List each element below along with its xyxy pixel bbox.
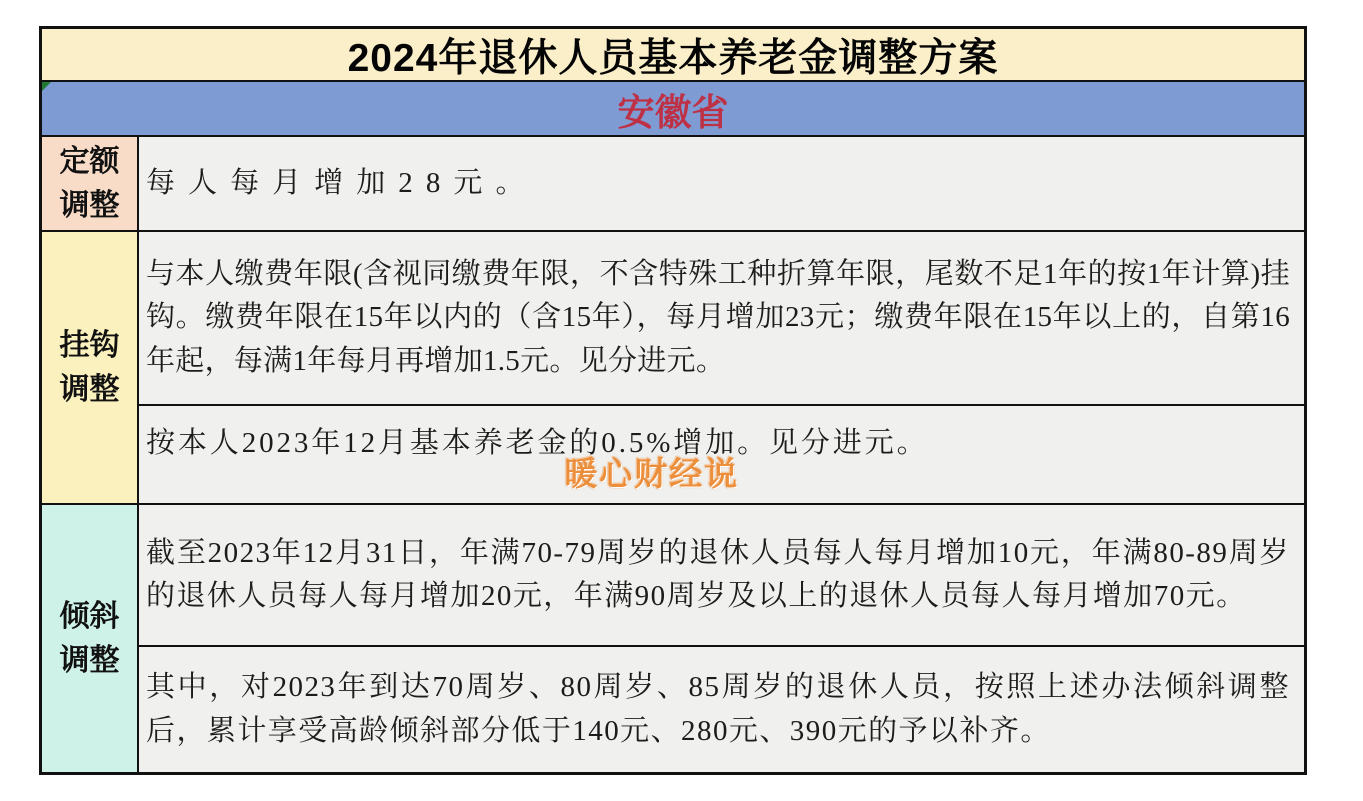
tilt-adjustment-cell-1 (138, 504, 1305, 646)
row-label-linked-adjustment (41, 231, 138, 504)
tilt-adjustment-cell-2 (138, 646, 1305, 773)
linked-adjustment-text-1: 与本人缴费年限(含视同缴费年限，不含特殊工种折算年限，尾数不足1年的按1年计算)挂钩。缴费年限在15年以内的（含15年），每月增加23元；缴费年限在15年以上的，自第16年起，每满1年每月再增加1.5元。见分进元。 (146, 257, 1290, 377)
tilt-adjustment-text-2: 其中，对2023年到达70周岁、80周岁、85周岁的退休人员，按照上述办法倾斜调整后，累计享受高龄倾斜部分低于140元、280元、390元的予以补齐。 (146, 671, 1290, 747)
fixed-adjustment-text: 每人每月增加28元。 (146, 166, 538, 199)
tilt-adjustment-text-1: 截至2023年12月31日，年满70-79周岁的退休人员每人每月增加10元，年满80-89周岁的退休人员每人每月增加20元，年满90周岁及以上的退休人员每人每月增加70元。 (146, 536, 1290, 612)
comment-triangle-icon (42, 82, 51, 91)
province-name: 安徽省 (617, 91, 729, 133)
fixed-adjustment-cell (138, 136, 1305, 231)
linked-adjustment-text-2: 按本人2023年12月基本养老金的0.5%增加。见分进元。 (146, 427, 929, 459)
table-title: 2024年退休人员基本养老金调整方案 (41, 28, 1305, 81)
province-header (41, 81, 1305, 136)
row-label-tilt-adjustment (41, 504, 138, 773)
linked-adjustment-cell-2 (138, 405, 1305, 504)
linked-adjustment-cell-1 (138, 231, 1305, 405)
row-label-text: 定额调整 (59, 145, 120, 222)
watermark-text: 暖心财经说 (564, 456, 740, 493)
row-label-text: 挂钩调整 (59, 329, 120, 406)
row-label-fixed-adjustment (41, 136, 138, 231)
pension-adjustment-table (39, 26, 1307, 775)
row-label-text: 倾斜调整 (59, 600, 120, 677)
